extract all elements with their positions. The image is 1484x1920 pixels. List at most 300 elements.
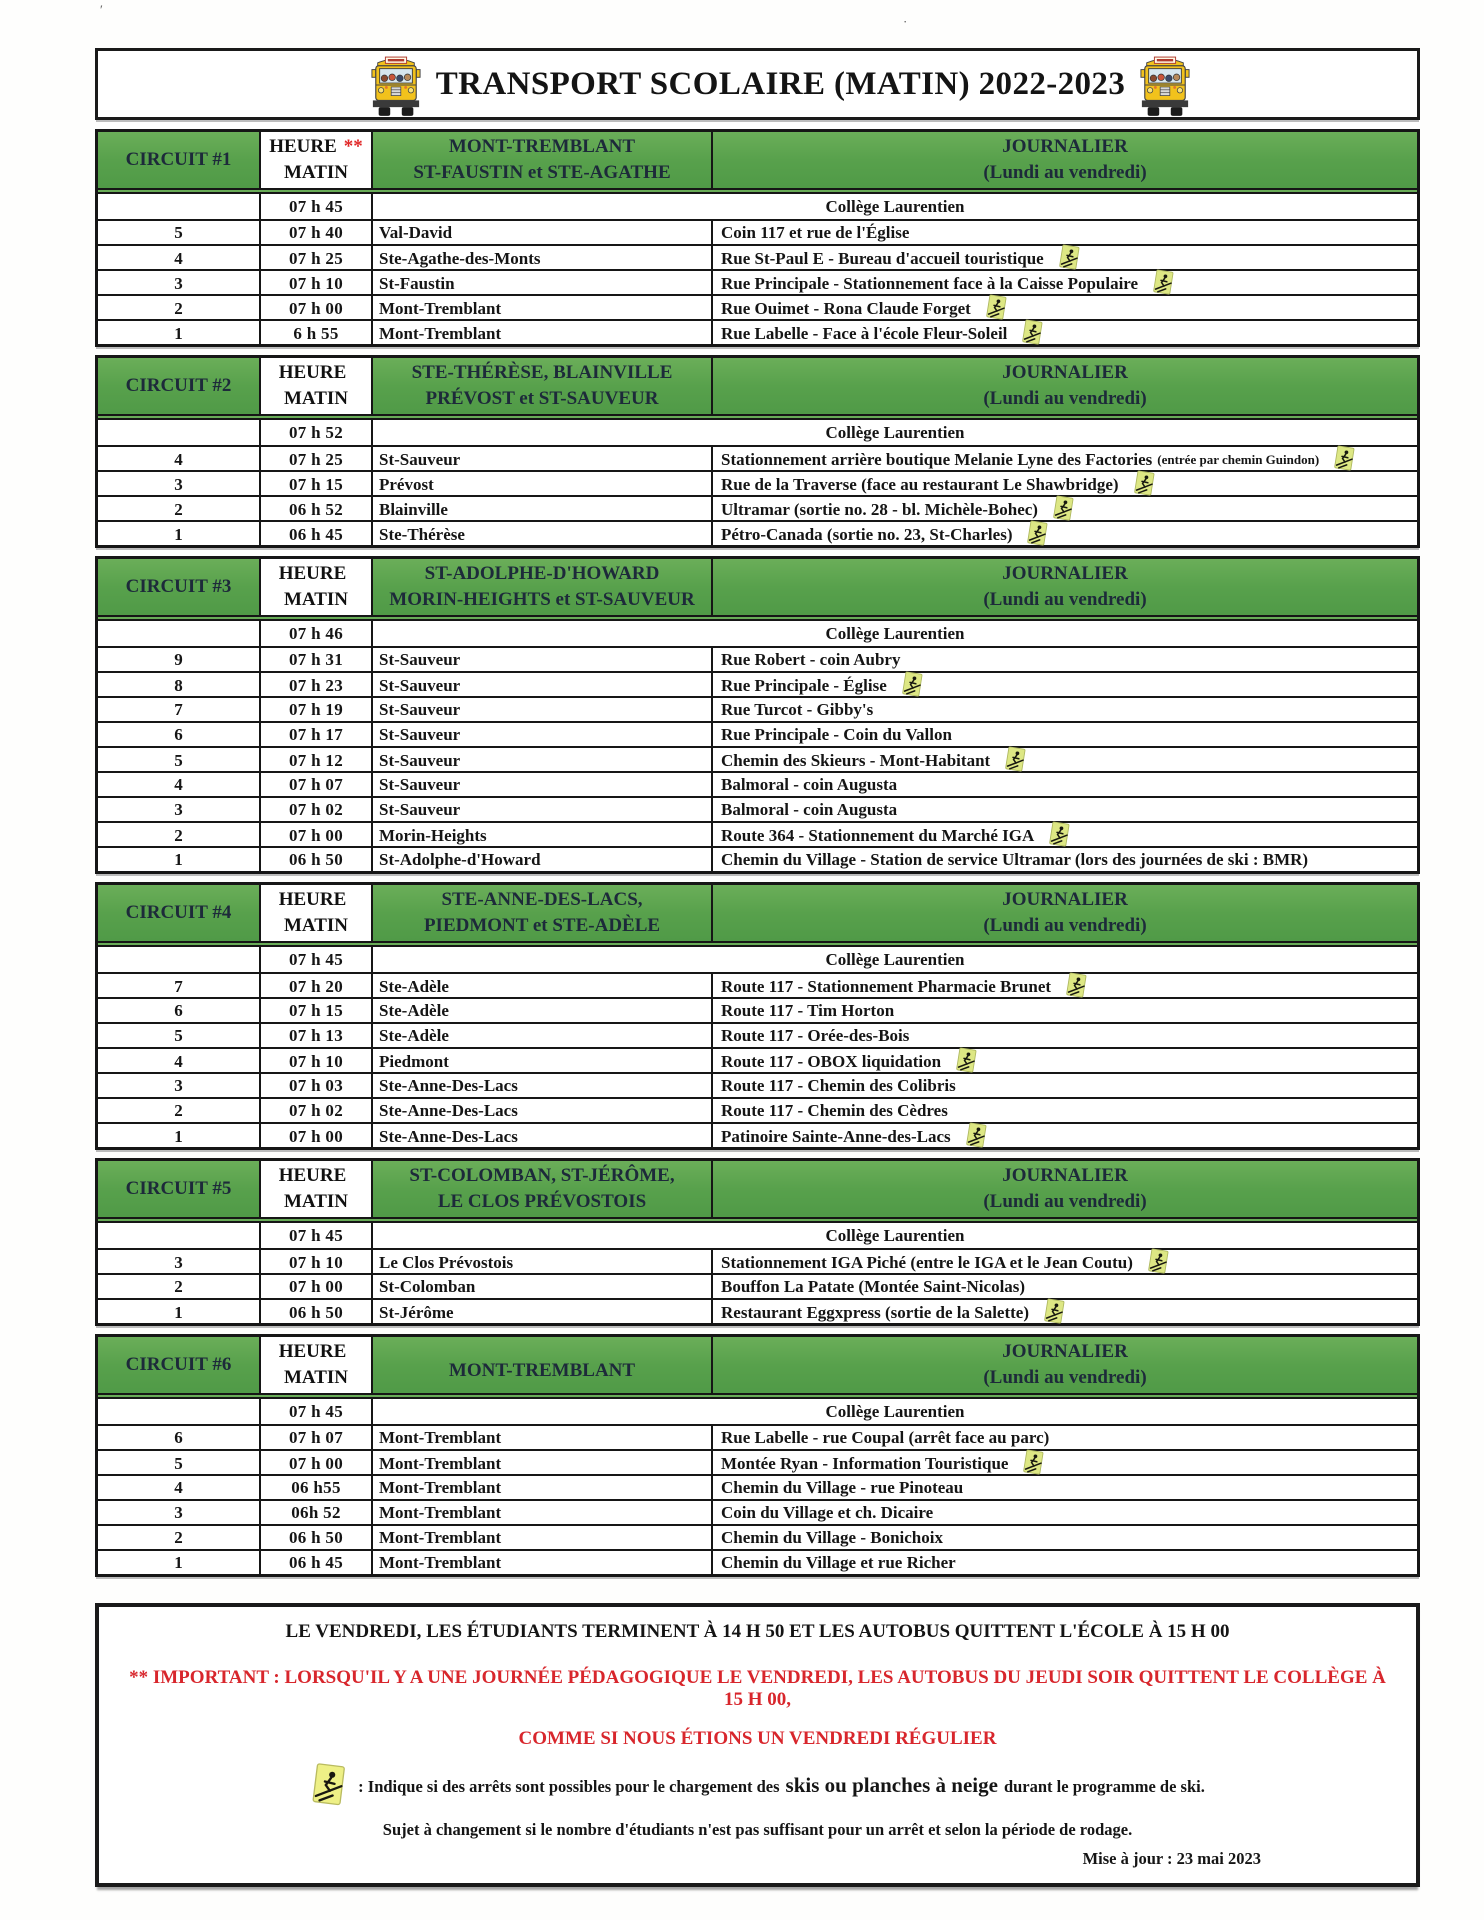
heure-asterisks: ** — [343, 136, 363, 158]
stop-number-cell: 3 — [98, 798, 261, 821]
location-cell — [713, 1426, 1417, 1449]
location-text: Route 117 - Chemin des Cèdres — [721, 1101, 948, 1120]
matin-label: MATIN — [283, 1190, 349, 1212]
location-text: Rue Principale - Église — [721, 676, 887, 695]
time-cell: 07 h 52 — [261, 420, 373, 445]
location-text: Ultramar (sortie no. 28 - bl. Michèle-Bohec) — [721, 500, 1038, 519]
location-text: Rue Principale - Stationnement face à la Caisse Populaire — [721, 274, 1139, 293]
friday-dismissal-note: LE VENDREDI, LES ÉTUDIANTS TERMINENT À 14 H 50 ET LES AUTOBUS QUITTENT L'ÉCOLE À 15 H 00 — [285, 1621, 1230, 1642]
schedule-row — [98, 1499, 1417, 1524]
stop-number-cell: 5 — [98, 1024, 261, 1047]
schedule-row — [98, 646, 1417, 671]
important-note-line1: ** IMPORTANT : LORSQU'IL Y A UNE JOURNÉE PÉDAGOGIQUE LE VENDREDI, LES AUTOBUS DU JEUDI SOIR QUITTENT LE COLLÈGE À 15 H 00, — [129, 1667, 1386, 1710]
time-cell: 6 h 55 — [261, 321, 373, 346]
heure-line — [279, 564, 354, 584]
school-cell: Collège Laurentien — [825, 950, 965, 969]
schedule-row — [98, 1097, 1417, 1122]
stop-number-cell: 1 — [98, 321, 261, 346]
heure-matin-cell — [261, 1161, 373, 1217]
heure-matin-cell — [261, 559, 373, 615]
circuit-tables — [95, 129, 1420, 1577]
stop-number-cell: 1 — [98, 522, 261, 547]
location-cell — [713, 1024, 1417, 1047]
destination-cell — [373, 358, 713, 414]
heure-line — [279, 363, 354, 383]
stop-number-cell: 2 — [98, 497, 261, 522]
time-cell: 07 h 45 — [261, 1399, 373, 1424]
schedule-row — [98, 1424, 1417, 1449]
matin-label: MATIN — [283, 161, 349, 183]
time-cell: 06 h 45 — [261, 522, 373, 547]
location-cell — [713, 221, 1417, 244]
time-cell: 07 h 45 — [261, 194, 373, 219]
location-text: Rue Principale - Coin du Vallon — [721, 725, 952, 744]
heure-label: HEURE — [278, 1165, 347, 1187]
ski-stop-icon — [1052, 495, 1075, 522]
location-text: Coin du Village et ch. Dicaire — [721, 1503, 934, 1522]
time-cell: 06 h55 — [261, 1476, 373, 1499]
schedule-row — [98, 771, 1417, 796]
time-cell: 07 h 00 — [261, 1275, 373, 1298]
title-bar — [95, 48, 1420, 120]
time-cell: 07 h 10 — [261, 271, 373, 296]
schedule-row — [98, 1399, 1417, 1424]
location-text: Route 117 - Orée-des-Bois — [721, 1026, 910, 1045]
stop-number-cell: 3 — [98, 1250, 261, 1275]
city-cell: St-Sauveur — [373, 648, 713, 671]
time-cell: 06 h 50 — [261, 1300, 373, 1325]
location-note: (entrée par chemin Guindon) — [1157, 452, 1320, 467]
time-cell: 07 h 12 — [261, 748, 373, 773]
stop-number-cell: 1 — [98, 1124, 261, 1149]
update-date: Mise à jour : 23 mai 2023 — [1082, 1849, 1261, 1868]
location-cell — [713, 1049, 1417, 1074]
schedule-row — [98, 319, 1417, 344]
circuit-header-row — [98, 132, 1417, 194]
time-cell: 07 h 00 — [261, 1124, 373, 1149]
time-cell: 07 h 45 — [261, 947, 373, 972]
city-cell: St-Sauveur — [373, 723, 713, 746]
destination-cell — [373, 885, 713, 941]
time-cell: 07 h 10 — [261, 1049, 373, 1074]
school-bus-icon — [1139, 54, 1191, 116]
heure-matin-cell — [261, 132, 373, 188]
city-cell: Ste-Anne-Des-Lacs — [373, 1124, 713, 1149]
schedule-row — [98, 947, 1417, 972]
heure-label: HEURE — [278, 362, 347, 384]
journalier-cell — [713, 1337, 1417, 1393]
journalier-cell — [713, 1161, 1417, 1217]
journalier-cell — [713, 559, 1417, 615]
time-cell: 07 h 15 — [261, 472, 373, 497]
scan-speck: · — [903, 14, 908, 29]
location-cell — [713, 321, 1417, 346]
ski-stop-icon — [1333, 445, 1356, 472]
important-note-line2: COMME SI NOUS ÉTIONS UN VENDREDI RÉGULIER — [518, 1728, 997, 1749]
circuit-header-row — [98, 559, 1417, 621]
journalier-label: JOURNALIER — [1002, 889, 1128, 911]
stop-number-cell: 7 — [98, 974, 261, 999]
city-cell: Mont-Tremblant — [373, 1501, 713, 1524]
ski-legend-text — [358, 1773, 1205, 1798]
city-cell: Mont-Tremblant — [373, 1551, 713, 1574]
heure-line — [269, 137, 363, 157]
city-cell: Mont-Tremblant — [373, 321, 713, 346]
location-cell — [713, 497, 1417, 522]
time-cell: 07 h 13 — [261, 1024, 373, 1047]
location-text: Chemin du Village et rue Richer — [721, 1553, 956, 1572]
journalier-cell — [713, 132, 1417, 188]
location-text: Route 117 - Stationnement Pharmacie Brunet — [721, 977, 1052, 996]
circuit-label: CIRCUIT #6 — [98, 1337, 261, 1393]
location-cell — [713, 472, 1417, 497]
time-cell: 07 h 46 — [261, 621, 373, 646]
circuit-label: CIRCUIT #3 — [98, 559, 261, 615]
destination-line-2: PRÉVOST et ST-SAUVEUR — [425, 387, 659, 409]
circuit-header-row — [98, 1161, 1417, 1223]
city-cell: Prévost — [373, 472, 713, 497]
circuit-header-row — [98, 1337, 1417, 1399]
stop-number-cell: 8 — [98, 673, 261, 698]
ski-stop-icon — [965, 1122, 988, 1149]
location-cell — [713, 723, 1417, 746]
destination-line-2: MONT-TREMBLANT — [448, 1360, 636, 1382]
location-cell — [713, 1275, 1417, 1298]
stop-number-cell: 9 — [98, 648, 261, 671]
location-text: Rue Labelle - Face à l'école Fleur-Soleil — [721, 324, 1008, 343]
time-cell: 07 h 15 — [261, 999, 373, 1022]
time-cell: 06 h 45 — [261, 1551, 373, 1574]
schedule-sheet — [95, 48, 1420, 1887]
stop-number-cell: 5 — [98, 221, 261, 244]
time-cell: 07 h 45 — [261, 1223, 373, 1248]
city-cell: Ste-Anne-Des-Lacs — [373, 1074, 713, 1097]
destination-line-2: LE CLOS PRÉVOSTOIS — [437, 1190, 647, 1212]
schedule-row — [98, 671, 1417, 696]
location-text: Stationnement IGA Piché (entre le IGA et le Jean Coutu) — [721, 1253, 1133, 1272]
time-cell: 07 h 25 — [261, 447, 373, 472]
stop-number-cell: 5 — [98, 748, 261, 773]
city-cell: Le Clos Prévostois — [373, 1250, 713, 1275]
time-cell: 07 h 02 — [261, 1099, 373, 1122]
circuit-header-row — [98, 885, 1417, 947]
schedule-row — [98, 194, 1417, 219]
heure-matin-cell — [261, 358, 373, 414]
stop-number-cell — [98, 420, 261, 445]
city-cell: St-Sauveur — [373, 673, 713, 698]
destination-cell — [373, 1337, 713, 1393]
location-cell — [713, 447, 1417, 472]
schedule-row — [98, 1449, 1417, 1474]
time-cell: 07 h 17 — [261, 723, 373, 746]
location-text: Pétro-Canada (sortie no. 23, St-Charles) — [721, 525, 1013, 544]
time-cell: 07 h 10 — [261, 1250, 373, 1275]
ski-legend-emphasis: skis ou planches à neige — [785, 1772, 998, 1797]
location-text: Chemin du Village - rue Pinoteau — [721, 1478, 964, 1497]
circuit-label: CIRCUIT #2 — [98, 358, 261, 414]
journalier-days: (Lundi au vendredi) — [983, 1190, 1147, 1212]
heure-matin-cell — [261, 885, 373, 941]
stop-number-cell: 7 — [98, 698, 261, 721]
stop-number-cell: 3 — [98, 1074, 261, 1097]
school-cell: Collège Laurentien — [825, 1226, 965, 1245]
heure-line — [279, 1166, 354, 1186]
city-cell: St-Sauveur — [373, 748, 713, 773]
location-text: Chemin du Village - Station de service Ultramar (lors des journées de ski : BMR) — [721, 850, 1309, 869]
ski-stop-icon — [1058, 244, 1081, 271]
schedule-row — [98, 696, 1417, 721]
stop-number-cell: 6 — [98, 723, 261, 746]
city-cell: Ste-Adèle — [373, 999, 713, 1022]
location-cell — [713, 823, 1417, 848]
location-cell — [713, 271, 1417, 296]
schedule-row — [98, 1047, 1417, 1072]
location-cell — [713, 1476, 1417, 1499]
location-text: Rue St-Paul E - Bureau d'accueil touristique — [721, 249, 1044, 268]
time-cell: 07 h 40 — [261, 221, 373, 244]
location-text: Stationnement arrière boutique Melanie Lyne des Factories — [721, 450, 1153, 469]
journalier-label: JOURNALIER — [1002, 362, 1128, 384]
time-cell: 06 h 50 — [261, 1526, 373, 1549]
schedule-row — [98, 244, 1417, 269]
schedule-row — [98, 972, 1417, 997]
ski-legend — [119, 1763, 1396, 1807]
location-cell — [713, 798, 1417, 821]
circuit-table-5 — [95, 1158, 1420, 1326]
city-cell: Ste-Thérèse — [373, 522, 713, 547]
location-text: Patinoire Sainte-Anne-des-Lacs — [721, 1127, 951, 1146]
location-text: Rue Robert - coin Aubry — [721, 650, 901, 669]
schedule-row — [98, 1273, 1417, 1298]
school-bus-icon — [370, 54, 422, 116]
stop-number-cell — [98, 1399, 261, 1424]
stop-number-cell: 2 — [98, 296, 261, 321]
stop-number-cell: 6 — [98, 1426, 261, 1449]
change-note: Sujet à changement si le nombre d'étudiants n'est pas suffisant pour un arrêt et selon la période de rodage. — [382, 1820, 1133, 1839]
stop-number-cell: 2 — [98, 823, 261, 848]
destination-line-1: ST-COLOMBAN, ST-JÉRÔME, — [409, 1165, 675, 1187]
time-cell: 07 h 31 — [261, 648, 373, 671]
city-cell: Ste-Anne-Des-Lacs — [373, 1099, 713, 1122]
schedule-row — [98, 445, 1417, 470]
schedule-row — [98, 1524, 1417, 1549]
heure-label: HEURE — [278, 889, 347, 911]
time-cell: 07 h 00 — [261, 823, 373, 848]
ski-stop-icon — [1048, 821, 1071, 848]
schedule-row — [98, 621, 1417, 646]
city-cell: Ste-Adèle — [373, 1024, 713, 1047]
schedule-row — [98, 821, 1417, 846]
circuit-table-2 — [95, 355, 1420, 548]
stop-number-cell: 4 — [98, 1049, 261, 1074]
location-text: Route 364 - Stationnement du Marché IGA — [721, 826, 1035, 845]
city-cell: Val-David — [373, 221, 713, 244]
time-cell: 07 h 00 — [261, 296, 373, 321]
city-cell: Mont-Tremblant — [373, 296, 713, 321]
journalier-label: JOURNALIER — [1002, 563, 1128, 585]
location-cell — [713, 1124, 1417, 1149]
heure-label: HEURE — [278, 563, 347, 585]
location-cell — [713, 1300, 1417, 1325]
location-text: Rue Labelle - rue Coupal (arrêt face au parc) — [721, 1428, 1050, 1447]
location-cell — [713, 1099, 1417, 1122]
stop-number-cell — [98, 194, 261, 219]
circuit-header-row — [98, 358, 1417, 420]
circuit-label: CIRCUIT #1 — [98, 132, 261, 188]
time-cell: 07 h 07 — [261, 773, 373, 796]
schedule-row — [98, 846, 1417, 871]
stop-number-cell — [98, 1223, 261, 1248]
schedule-row — [98, 1122, 1417, 1147]
city-cell: Ste-Adèle — [373, 974, 713, 999]
city-cell: St-Sauveur — [373, 798, 713, 821]
location-text: Rue Turcot - Gibby's — [721, 700, 874, 719]
school-cell: Collège Laurentien — [825, 624, 965, 643]
stop-number-cell: 3 — [98, 271, 261, 296]
notes-box — [95, 1603, 1420, 1887]
journalier-days: (Lundi au vendredi) — [983, 387, 1147, 409]
schedule-row — [98, 1223, 1417, 1248]
time-cell: 06h 52 — [261, 1501, 373, 1524]
ski-stop-icon — [1022, 1449, 1045, 1476]
stop-number-cell: 5 — [98, 1451, 261, 1476]
location-text: Rue de la Traverse (face au restaurant Le Shawbridge) — [721, 475, 1119, 494]
stop-number-cell: 4 — [98, 447, 261, 472]
schedule-row — [98, 746, 1417, 771]
stop-number-cell: 1 — [98, 1551, 261, 1574]
ski-stop-icon — [1004, 746, 1027, 773]
location-text: Chemin du Village - Bonichoix — [721, 1528, 943, 1547]
destination-line-2: ST-FAUSTIN et STE-AGATHE — [413, 161, 671, 183]
schedule-row — [98, 470, 1417, 495]
heure-line — [279, 1342, 354, 1362]
destination-cell — [373, 1161, 713, 1217]
schedule-row — [98, 520, 1417, 545]
destination-cell — [373, 559, 713, 615]
schedule-row — [98, 1248, 1417, 1273]
location-text: Route 117 - Chemin des Colibris — [721, 1076, 956, 1095]
journalier-label: JOURNALIER — [1002, 1165, 1128, 1187]
location-text: Route 117 - Tim Horton — [721, 1001, 895, 1020]
location-cell — [713, 1501, 1417, 1524]
city-cell: St-Sauveur — [373, 447, 713, 472]
ski-stop-icon — [955, 1047, 978, 1074]
stop-number-cell: 3 — [98, 1501, 261, 1524]
city-cell: Mont-Tremblant — [373, 1526, 713, 1549]
time-cell: 06 h 50 — [261, 848, 373, 871]
schedule-row — [98, 1022, 1417, 1047]
journalier-label: JOURNALIER — [1002, 136, 1128, 158]
time-cell: 06 h 52 — [261, 497, 373, 522]
city-cell: Piedmont — [373, 1049, 713, 1074]
schedule-row — [98, 219, 1417, 244]
city-cell: Ste-Agathe-des-Monts — [373, 246, 713, 271]
heure-line — [279, 890, 354, 910]
destination-line-1: STE-THÉRÈSE, BLAINVILLE — [411, 362, 673, 384]
heure-label: HEURE — [269, 136, 337, 158]
location-text: Rue Ouimet - Rona Claude Forget — [721, 299, 971, 318]
journalier-label: JOURNALIER — [1002, 1341, 1128, 1363]
matin-label: MATIN — [283, 914, 349, 936]
schedule-row — [98, 721, 1417, 746]
ski-stop-icon — [901, 671, 924, 698]
location-cell — [713, 246, 1417, 271]
ski-legend-prefix: : Indique si des arrêts sont possibles pour le chargement des — [358, 1776, 780, 1796]
location-text: Balmoral - coin Augusta — [721, 800, 898, 819]
journalier-days: (Lundi au vendredi) — [983, 588, 1147, 610]
schedule-row — [98, 1298, 1417, 1323]
location-text: Montée Ryan - Information Touristique — [721, 1454, 1009, 1473]
destination-cell — [373, 132, 713, 188]
circuit-table-3 — [95, 556, 1420, 874]
destination-line-2: PIEDMONT et STE-ADÈLE — [423, 914, 661, 936]
ski-stop-icon — [1147, 1248, 1170, 1275]
journalier-cell — [713, 358, 1417, 414]
destination-line-1: ST-ADOLPHE-D'HOWARD — [424, 563, 660, 585]
time-cell: 07 h 07 — [261, 1426, 373, 1449]
location-cell — [713, 698, 1417, 721]
location-cell — [713, 848, 1417, 871]
matin-label: MATIN — [283, 1366, 349, 1388]
school-cell: Collège Laurentien — [825, 423, 965, 442]
location-cell — [713, 974, 1417, 999]
journalier-days: (Lundi au vendredi) — [983, 914, 1147, 936]
location-cell — [713, 296, 1417, 321]
heure-matin-cell — [261, 1337, 373, 1393]
stop-number-cell: 2 — [98, 1526, 261, 1549]
journalier-cell — [713, 885, 1417, 941]
schedule-row — [98, 796, 1417, 821]
stop-number-cell — [98, 621, 261, 646]
ski-stop-icon — [985, 294, 1008, 321]
location-cell — [713, 1451, 1417, 1476]
location-cell — [713, 748, 1417, 773]
circuit-table-6 — [95, 1334, 1420, 1577]
city-cell: St-Adolphe-d'Howard — [373, 848, 713, 871]
time-cell: 07 h 25 — [261, 246, 373, 271]
location-text: Coin 117 et rue de l'Église — [721, 223, 910, 242]
city-cell: St-Sauveur — [373, 773, 713, 796]
heure-label: HEURE — [278, 1341, 347, 1363]
time-cell: 07 h 20 — [261, 974, 373, 999]
journalier-days: (Lundi au vendredi) — [983, 1366, 1147, 1388]
stop-number-cell: 4 — [98, 773, 261, 796]
matin-label: MATIN — [283, 387, 349, 409]
city-cell: St-Jérôme — [373, 1300, 713, 1325]
schedule-row — [98, 269, 1417, 294]
location-text: Route 117 - OBOX liquidation — [721, 1052, 942, 1071]
location-cell — [713, 522, 1417, 547]
city-cell: Blainville — [373, 497, 713, 522]
ski-stop-icon — [1021, 319, 1044, 346]
stop-number-cell: 4 — [98, 246, 261, 271]
stop-number-cell: 2 — [98, 1099, 261, 1122]
schedule-row — [98, 997, 1417, 1022]
stop-number-cell: 6 — [98, 999, 261, 1022]
location-cell — [713, 999, 1417, 1022]
schedule-row — [98, 294, 1417, 319]
schedule-row — [98, 420, 1417, 445]
schedule-row — [98, 495, 1417, 520]
location-cell — [713, 673, 1417, 698]
location-cell — [713, 1250, 1417, 1275]
location-text: Restaurant Eggxpress (sortie de la Salette) — [721, 1303, 1030, 1322]
stop-number-cell: 3 — [98, 472, 261, 497]
matin-label: MATIN — [283, 588, 349, 610]
destination-line-2: MORIN-HEIGHTS et ST-SAUVEUR — [389, 588, 695, 610]
destination-line-1: STE-ANNE-DES-LACS, — [441, 889, 643, 911]
journalier-days: (Lundi au vendredi) — [983, 161, 1147, 183]
